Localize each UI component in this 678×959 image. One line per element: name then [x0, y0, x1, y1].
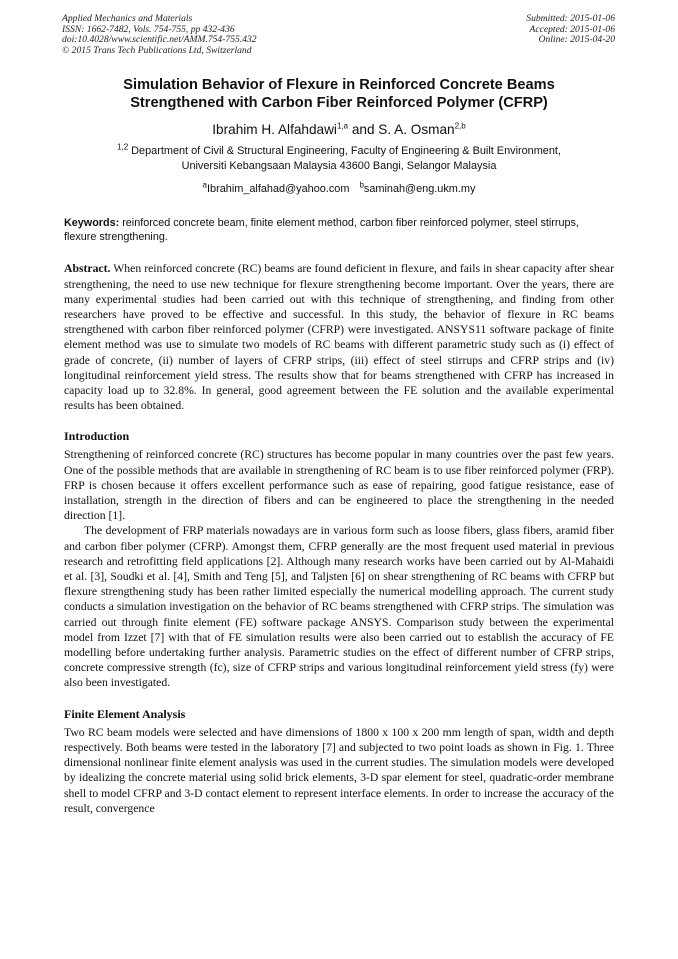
paper-page — [64, 14, 614, 816]
affiliation — [64, 144, 614, 174]
abstract-text: When reinforced concrete (RC) beams are found deficient in flexure, and fails in shear capacity after shear strengthening, the need to use new technique for flexure strengthening become important. Over the years, there are many experimental studies had been carried out with this technique of strengthening, and finding from other researchers have proved to be effective and successful. In this study, the behavior of flexure in RC beams strengthened with carbon fiber reinforced polymer (CFRP) were investigated. ANSYS11 software package of finite element method was use to simulate two models of RC beams with different parametric study such as (i) effect of grade of concrete, (ii) number of layers of CFRP strips, (iii) effect of steel stirrups and CFRP strips and (iv) longitudinal reinforcement yield stress. The results show that for beams strengthened with CFRP has increased in capacity load up to 32.8%. In general, good agreement between the FE solution and the available experimental results has been obtained. — [64, 262, 614, 413]
author-1: Ibrahim H. Alfahdawi — [212, 122, 337, 137]
abstract-label: Abstract. — [64, 262, 111, 276]
affiliation-line-2: Universiti Kebangsaan Malaysia 43600 Bangi, Selangor Malaysia — [181, 159, 497, 172]
email-a-sup: a — [202, 179, 207, 189]
email-a[interactable]: Ibrahim_alfahad@yahoo.com — [207, 182, 350, 195]
author-conjunction: and — [348, 122, 379, 137]
accepted-date: Accepted: 2015-01-06 — [529, 23, 615, 35]
affiliation-line-1: Department of Civil & Structural Engineering, Faculty of Engineering & Built Environment, — [128, 145, 561, 157]
author-2: S. A. Osman — [378, 122, 455, 137]
fea-paragraph-1: Two RC beam models were selected and have dimensions of 1800 x 100 x 200 mm length of span, width and depth respectively. Both beams were tested in the laboratory [7] and subjected to two point loads as shown in Fig. 1. Three dimensional nonlinear finite element analysis was used in the current studies. The simulation models were developed by idealizing the concrete material using solid brick elements, 3-D spar element for steel, quadratic-order membrane shell to model CFRP and 3-D contact element to represent interface elements. In order to increase the accuracy of the result, convergence — [64, 725, 614, 815]
online-date: Online: 2015-04-20 — [538, 34, 615, 46]
introduction-heading: Introduction — [64, 429, 130, 444]
copyright: © 2015 Trans Tech Publications Ltd, Switzerland — [62, 44, 252, 56]
author-1-affil: 1,a — [336, 121, 349, 131]
title-line-2: Strengthened with Carbon Fiber Reinforced Polymer (CFRP) — [130, 94, 548, 111]
author-emails — [64, 179, 614, 196]
header-left — [62, 14, 257, 56]
issn: ISSN: 1662-7482, Vols. 754-755, pp 432-436 — [62, 23, 235, 35]
email-b[interactable]: saminah@eng.ukm.my — [363, 182, 476, 195]
journal-name: Applied Mechanics and Materials — [62, 13, 193, 24]
email-b-sup: b — [359, 179, 364, 189]
journal-header — [64, 14, 614, 66]
keywords-label: Keywords: — [64, 216, 120, 229]
keywords — [64, 216, 614, 245]
submitted-date: Submitted: 2015-01-06 — [526, 13, 615, 24]
paper-title — [64, 77, 614, 112]
fea-heading: Finite Element Analysis — [64, 706, 186, 721]
affiliation-sup: 1,2 — [117, 142, 129, 152]
title-line-1: Simulation Behavior of Flexure in Reinforced Concrete Beams — [123, 77, 555, 93]
author-list — [64, 122, 614, 138]
keywords-text: reinforced concrete beam, finite element method, carbon fiber reinforced polymer, steel stirrups, flexure strengthening. — [64, 216, 579, 243]
abstract — [64, 261, 614, 413]
header-right — [526, 14, 615, 46]
introduction-paragraph-1: Strengthening of reinforced concrete (RC) structures has become popular in many countries over the past few years. One of the possible methods that are available in strengthening of RC beam is to use fiber reinforced polymer (FRP). FRP is chosen because it offers excellent performance such as ease of repairing, good fatigue resistance, ease of installation, strength in the direction of fibers and can be engineered to place the strengthening in the needed direction [1]. — [64, 448, 614, 523]
author-2-affil: 2,b — [454, 121, 466, 131]
doi: doi:10.4028/www.scientific.net/AMM.754-755.432 — [62, 34, 257, 46]
introduction-paragraph-2: The development of FRP materials nowadays are in various form such as loose fibers, glass fibers, aramid fiber and carbon fiber polymer (CFRP). Amongst them, CFRP generally are the most frequent used material in previous research and retrofitting field applications [2]. Although many research works have been carried out by Al-Mahaidi et al. [3], Soudki et al. [4], Smith and Teng [5], and Taljsten [6] on shear strengthening of RC beams with CFRP but flexure strengthening study has been rather limited especially the numerical modelling approach. The current study conducts a simulation investigation on the behavior of RC beams strengthened with CFRP strips. The simulation was carried out through finite element (FE) software package ANSYS. Comparison study between the experimental model from Izzet [7] with that of FE simulation results were also been carried out to establish the accuracy of FE modelling before undertaking further analysis. Parametric studies on the effect of different number of CFRP strips, concrete compressive strength (fc), size of CFRP strips and various longitudinal reinforcement yield stress (fy) were also been investigated. — [64, 524, 614, 690]
